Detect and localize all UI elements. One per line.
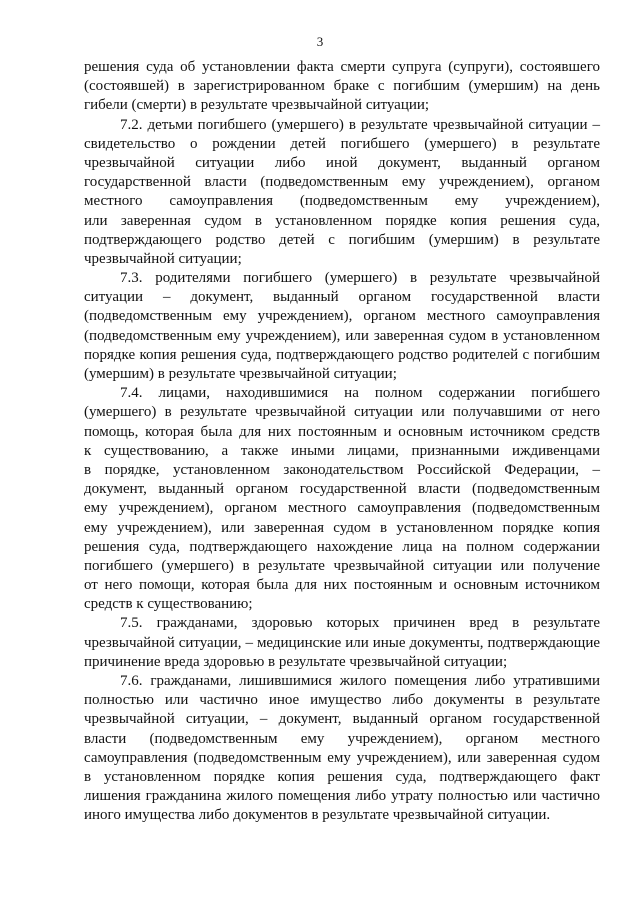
text-line: причинение вреда здоровью в результате чрезвычайной ситуации; bbox=[84, 653, 508, 670]
text-line: в порядке, установленном законодательством Российской Федерации, – bbox=[84, 461, 600, 478]
paragraph bbox=[84, 116, 600, 270]
text-line: средств к существованию; bbox=[84, 596, 253, 613]
text-line: 7.5. гражданами, здоровью которых причинен вред в результате bbox=[120, 615, 600, 632]
text-line: 7.6. гражданами, лишившимися жилого помещения либо утратившими bbox=[120, 673, 600, 689]
text-line: ему учреждением), или заверенная судом в установленном порядке копия bbox=[84, 519, 600, 536]
text-line: к существованию, а также иными лицами, признанными иждивенцами bbox=[84, 442, 600, 459]
text-line: государственной власти (подведомственным ему учреждением), органом bbox=[84, 174, 600, 191]
paragraph bbox=[84, 58, 600, 116]
text-line: или заверенная судом в установленном порядке копия решения суда, bbox=[84, 212, 600, 229]
text-line: подтверждающего родство детей с погибшим (умершим) в результате bbox=[84, 231, 600, 248]
text-line: решения суда об установлении факта смерти супруга (супруги), состоявшего bbox=[84, 59, 600, 75]
text-line: (подведомственным ему учреждением), органом местного самоуправления bbox=[84, 308, 600, 325]
text-line: порядке копия решения суда, подтверждающего родство родителей с погибшим bbox=[84, 346, 600, 363]
text-line: ситуации – документ, выданный органом государственной власти bbox=[84, 289, 600, 306]
text-line: документ, выданный органом государственной власти (подведомственным bbox=[84, 481, 600, 498]
text-line: помощь, которая была для них постоянным и основным источником средств bbox=[84, 423, 600, 440]
text-line: свидетельство о рождении детей погибшего (умершего) в результате bbox=[84, 135, 600, 152]
text-line: чрезвычайной ситуации, – документ, выданный органом государственной bbox=[84, 711, 600, 728]
text-line: (состоявшей) в зарегистрированном браке с погибшим (умершим) на день bbox=[84, 78, 600, 95]
document-body bbox=[84, 58, 600, 826]
text-line: чрезвычайной ситуации; bbox=[84, 250, 242, 267]
paragraph bbox=[84, 672, 600, 826]
page-number: 3 bbox=[316, 34, 324, 49]
text-line: 7.4. лицами, находившимися на полном содержании погибшего bbox=[120, 385, 600, 402]
text-line: власти (подведомственным ему учреждением), органом местного bbox=[84, 730, 600, 747]
text-line: от него помощи, которая была для них постоянным и основным источником bbox=[84, 577, 600, 594]
text-line: иного имущества либо документов в результате чрезвычайной ситуации. bbox=[84, 807, 551, 824]
paragraph bbox=[84, 384, 600, 614]
text-line: чрезвычайной ситуации, – медицинские или иные документы, подтверждающие bbox=[84, 634, 600, 651]
text-line: (подведомственным ему учреждением), или заверенная судом в установленном bbox=[84, 327, 600, 344]
text-line: гибели (смерти) в результате чрезвычайной ситуации; bbox=[84, 97, 430, 114]
text-line: ему учреждением), органом местного самоуправления (подведомственным bbox=[84, 500, 600, 517]
text-line: лишения гражданина жилого помещения либо утрату полностью или частично bbox=[84, 788, 600, 805]
text-line: (умершего) в результате чрезвычайной ситуации или получавшими от него bbox=[84, 404, 600, 421]
text-line: полностью или частично иное имущество либо документы в результате bbox=[84, 692, 600, 709]
text-line: 7.3. родителями погибшего (умершего) в результате чрезвычайной bbox=[120, 270, 600, 287]
text-line: (умершим) в результате чрезвычайной ситуации; bbox=[84, 366, 397, 382]
text-line: решения суда, подтверждающего нахождение лица на полном содержании bbox=[84, 538, 600, 555]
text-line: местного самоуправления (подведомственным ему учреждением), bbox=[84, 193, 600, 210]
paragraph bbox=[84, 269, 600, 384]
paragraph bbox=[84, 614, 600, 672]
text-line: в установленном порядке копия решения суда, подтверждающего факт bbox=[84, 768, 600, 785]
text-line: погибшего (умершего) в результате чрезвычайной ситуации или получение bbox=[84, 557, 600, 574]
text-line: самоуправления (подведомственным ему учреждением), или заверенная судом bbox=[84, 749, 600, 766]
text-line: чрезвычайной ситуации либо иной документ, выданный органом bbox=[84, 154, 600, 171]
text-line: 7.2. детьми погибшего (умершего) в результате чрезвычайной ситуации – bbox=[120, 116, 600, 133]
